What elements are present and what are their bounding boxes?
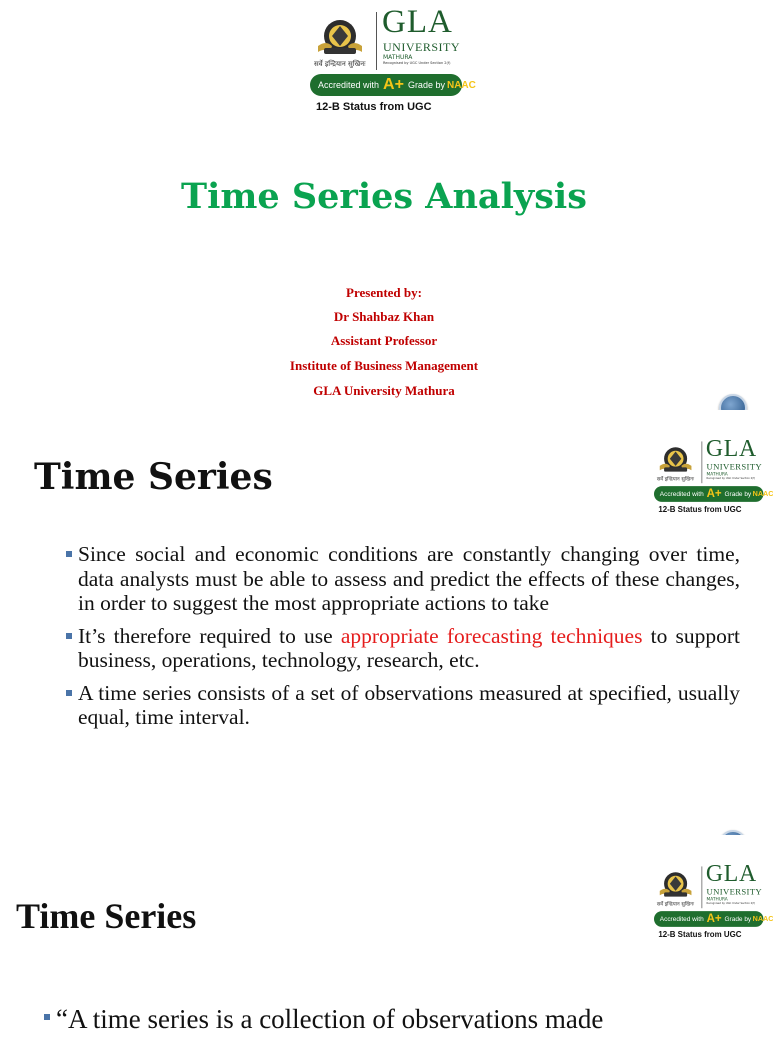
logo-university: UNIVERSITY <box>383 40 460 54</box>
gla-logo <box>310 4 476 120</box>
presenter-institute: Institute of Business Management <box>289 358 479 373</box>
bullet-square-icon <box>66 633 72 639</box>
naac-badge <box>654 486 773 502</box>
bullet-square-icon <box>66 690 72 696</box>
ugc-status: 12-B Status from UGC <box>658 930 742 940</box>
slide-title <box>0 0 768 410</box>
badge-mid: Grade by <box>724 490 752 498</box>
slide-time-series <box>0 410 773 835</box>
badge-mid: Grade by <box>724 915 752 923</box>
bullet-text: Since social and economic conditions are constantly changing over time, data analysts must be able to assess and predict the effects of these changes, in order to suggest the most appropriate actions to take <box>78 542 740 615</box>
bullet-square-icon <box>44 1014 50 1020</box>
logo-divider <box>702 866 703 908</box>
logo-gla: GLA <box>705 435 757 462</box>
bullet-item <box>66 542 740 616</box>
logo-university: UNIVERSITY <box>706 461 762 472</box>
badge-grade: A+ <box>706 912 722 925</box>
slide-heading: Time Series <box>16 896 197 936</box>
bullet-text-after: to support business, operations, technology, research, etc. <box>78 623 740 672</box>
presenter-university: GLA University Mathura <box>313 383 455 398</box>
naac-badge <box>310 74 476 96</box>
naac-badge <box>654 911 773 927</box>
badge-naac: NAAC <box>752 915 773 923</box>
logo-city: MATHURA <box>383 54 413 61</box>
badge-prefix: Accredited with <box>659 915 704 923</box>
bullet-list <box>44 1004 744 1042</box>
badge-naac: NAAC <box>446 79 476 91</box>
presenter-title: Assistant Professor <box>330 333 438 348</box>
logo-city: MATHURA <box>706 471 728 477</box>
bullet-square-icon <box>66 551 72 557</box>
gla-crest-icon <box>655 444 695 474</box>
badge-prefix: Accredited with <box>318 80 380 90</box>
bullet-list <box>66 542 740 738</box>
logo-university: UNIVERSITY <box>706 886 762 897</box>
bullet-text-before: It’s therefore required to use <box>78 623 341 648</box>
badge-grade: A+ <box>383 76 404 93</box>
gla-logo <box>654 860 773 944</box>
ugc-status: 12-B Status from UGC <box>316 101 432 113</box>
gla-crest-icon <box>312 16 368 58</box>
bullet-text: “A time series is a collection of observations made <box>56 1004 604 1034</box>
logo-motto: सर्वे इन्द्रियान सुखिनः <box>314 60 366 68</box>
logo-divider <box>376 12 377 70</box>
bullet-text: A time series consists of a set of observations measured at specified, usually equal, time interval. <box>78 680 740 729</box>
bullet-item <box>44 1004 744 1034</box>
bullet-highlight: appropriate forecasting techniques <box>340 623 643 648</box>
logo-divider <box>702 441 703 483</box>
badge-prefix: Accredited with <box>659 490 704 498</box>
logo-motto: सर्वे इन्द्रियान सुखिनः <box>656 901 694 907</box>
logo-recognition: Recognised by UGC Under Section 2(f) <box>383 61 451 65</box>
badge-grade: A+ <box>706 487 722 500</box>
gla-logo <box>654 435 773 519</box>
bullet-item <box>66 681 740 730</box>
bullet-item <box>66 624 740 673</box>
badge-mid: Grade by <box>407 80 445 90</box>
logo-recognition: Recognised by UGC Under Section 2(f) <box>706 901 756 905</box>
slide-title-heading: Time Series Analysis <box>181 176 587 217</box>
logo-recognition: Recognised by UGC Under Section 2(f) <box>706 476 756 480</box>
logo-city: MATHURA <box>706 896 728 902</box>
slide-time-series-definition <box>0 835 773 1034</box>
gla-crest-icon <box>655 869 695 899</box>
logo-gla: GLA <box>382 4 453 40</box>
presented-by-label: Presented by: <box>346 285 422 300</box>
logo-gla: GLA <box>705 860 757 887</box>
badge-naac: NAAC <box>752 490 773 498</box>
ugc-status: 12-B Status from UGC <box>658 505 742 515</box>
slide-heading: Time Series <box>34 456 273 498</box>
presenter-name: Dr Shahbaz Khan <box>333 309 435 324</box>
logo-motto: सर्वे इन्द्रियान सुखिनः <box>656 476 694 482</box>
